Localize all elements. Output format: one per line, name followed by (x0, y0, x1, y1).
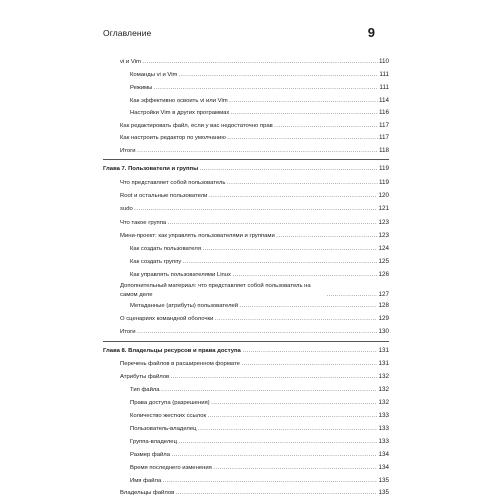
toc-entry-page: 123 (378, 219, 389, 226)
dot-leader (213, 463, 377, 473)
toc-entry-page: 121 (378, 205, 389, 212)
toc-entry-title: Настройки Vim в других программах (130, 110, 230, 116)
toc-entry (130, 70, 389, 80)
toc-entry (130, 411, 389, 421)
toc-entry (130, 83, 389, 93)
toc-entry-title: Группа-владелец (130, 439, 177, 445)
toc-entry-title: Как создать группу (130, 259, 182, 265)
toc-entry (120, 359, 389, 369)
toc-entry-page: 127 (378, 291, 389, 298)
toc-entry (130, 385, 389, 395)
toc-entry (120, 280, 389, 300)
toc-entry-title: Размер файла (130, 452, 171, 458)
toc-entry (120, 57, 389, 67)
dot-leader (227, 178, 378, 188)
toc-entry (120, 327, 389, 337)
toc-entry-page: 133 (378, 425, 389, 432)
toc-entry (130, 450, 389, 460)
toc-entry (120, 121, 389, 131)
dot-leader (233, 270, 378, 280)
toc-entry-page: 114 (378, 97, 389, 104)
dot-leader (215, 314, 378, 324)
dot-leader (142, 57, 378, 67)
toc-entry (130, 437, 389, 447)
toc-entry-page: 119 (378, 165, 389, 172)
toc-entry (130, 463, 389, 473)
toc-entry-title: Имя файла (130, 478, 162, 484)
toc-entry (130, 398, 389, 408)
chapter-divider (103, 341, 389, 342)
dot-leader (231, 108, 378, 118)
running-header (103, 26, 375, 42)
dot-leader (200, 164, 378, 174)
toc-entry (130, 96, 389, 106)
toc-entry-page: 124 (378, 245, 389, 252)
toc-entry-page: 135 (378, 489, 389, 496)
toc-entry-page: 128 (378, 302, 389, 309)
toc-entry-page: 134 (378, 464, 389, 471)
dot-leader (179, 70, 378, 80)
toc-entry (120, 178, 389, 188)
toc-entry (120, 372, 389, 382)
toc-entry (130, 270, 389, 280)
toc-entry-title: Как редактировать файл, если у вас недостаточно прав (120, 123, 273, 129)
toc-entry-title: vi и Vim (120, 59, 141, 65)
toc-entry (120, 488, 389, 498)
toc-entry-page: 132 (378, 386, 389, 393)
toc-entry (130, 257, 389, 267)
dot-leader (137, 146, 378, 156)
toc-entry-title: Как эффективно освоить vi или Vim (130, 98, 228, 104)
toc-entry-page: 132 (378, 399, 389, 406)
dot-leader (134, 204, 377, 214)
chapter-divider (103, 159, 389, 160)
toc-entry-page: 132 (378, 373, 389, 380)
toc-entry (120, 146, 389, 156)
toc-entry-page: 131 (378, 347, 389, 354)
toc-chapter-title: Глава 7. Пользователи и группы (103, 166, 199, 172)
toc-entry-page: 111 (379, 84, 389, 91)
toc-entry-page: 118 (378, 147, 389, 154)
toc-entry-title: Метаданные (атрибуты) пользователей (130, 303, 239, 309)
toc-entry-title: Атрибуты файлов (120, 374, 170, 380)
dot-leader (198, 424, 377, 434)
toc-entry-title: Тип файла (130, 387, 160, 393)
toc-entry-title: Итоги (120, 329, 136, 335)
dot-leader (137, 327, 377, 337)
toc-entry-title: Как настроить редактор по умолчанию (120, 135, 226, 141)
toc-entry-page: 125 (378, 258, 389, 265)
toc-entry-title: Итоги (120, 148, 136, 154)
toc-entry-title: Root и остальные пользователи (120, 193, 208, 199)
dot-leader (178, 437, 377, 447)
header-title: Оглавление (103, 28, 152, 38)
toc-entry-title: Что представляет собой пользователь (120, 180, 226, 186)
dot-leader (327, 290, 378, 300)
toc-entry-title: Режимы (130, 85, 153, 91)
toc-entry-title: Время последнего изменения (130, 465, 212, 471)
dot-leader (154, 83, 379, 93)
dot-leader (203, 244, 378, 254)
toc-entry-title: Пользователь-владелец (130, 426, 197, 432)
dot-leader (176, 488, 378, 498)
toc-entry-title: sudo (120, 206, 133, 212)
toc-entry-page: 117 (378, 122, 389, 129)
toc-entry-title: Мини-проект: как управлять пользователями и группами (120, 233, 275, 239)
toc-entry-page: 110 (378, 58, 389, 65)
dot-leader (227, 133, 378, 143)
dot-leader (229, 96, 378, 106)
toc-entry-page: 119 (378, 179, 389, 186)
dot-leader (241, 359, 377, 369)
toc-entry-page: 130 (378, 328, 389, 335)
toc-entry (120, 314, 389, 324)
toc-entry (120, 231, 389, 241)
toc-entry (120, 191, 389, 201)
toc-chapter (103, 164, 389, 174)
dot-leader (274, 121, 378, 131)
toc-entry-title: Перечень файлов в расширенном формате (120, 361, 240, 367)
toc-chapter-title: Глава 8. Владельцы ресурсов и права доступа (103, 348, 241, 354)
toc-entry-page: 111 (379, 71, 389, 78)
toc-entry-page: 116 (378, 109, 389, 116)
toc-entry-title: Количество жестких ссылок (130, 413, 207, 419)
dot-leader (171, 372, 378, 382)
toc-entry (120, 204, 389, 214)
toc-entry-page: 120 (378, 192, 389, 199)
toc-chapter (103, 346, 389, 356)
toc-entry (120, 133, 389, 143)
toc-entry-title: Что такое группа (120, 220, 167, 226)
dot-leader (161, 385, 377, 395)
page-number: 9 (367, 25, 375, 40)
toc-entry-page: 129 (378, 315, 389, 322)
dot-leader (276, 231, 377, 241)
dot-leader (211, 398, 377, 408)
toc-entry-title: Команды vi и Vim (130, 72, 178, 78)
dot-leader (183, 257, 378, 267)
dot-leader (172, 450, 378, 460)
toc-entry-page: 117 (378, 134, 389, 141)
toc-entry-page: 133 (378, 412, 389, 419)
toc-entry-title: Дополнительный материал: что представляет собой пользователь на самом деле (120, 283, 311, 298)
toc-entry (130, 424, 389, 434)
toc-entry-page: 133 (378, 438, 389, 445)
toc-entry-page: 134 (378, 451, 389, 458)
toc-entry-page: 123 (378, 232, 389, 239)
toc-entry-page: 131 (378, 360, 389, 367)
dot-leader (209, 191, 378, 201)
dot-leader (240, 301, 378, 311)
toc-entry-title: Права доступа (разрешения) (130, 400, 210, 406)
toc-entry-title: Владельцы файлов (120, 490, 175, 496)
dot-leader (163, 476, 378, 486)
toc-entry (120, 218, 389, 228)
toc-entry (130, 476, 389, 486)
toc-entry (130, 108, 389, 118)
toc-entry (130, 301, 389, 311)
toc-entry-title: Как управлять пользователями Linux (130, 272, 231, 278)
toc-entry-title: Как создать пользователя (130, 246, 202, 252)
dot-leader (208, 411, 378, 421)
toc-entry (130, 244, 389, 254)
toc-entry-page: 135 (378, 477, 389, 484)
dot-leader (242, 346, 377, 356)
dot-leader (168, 218, 378, 228)
toc-entry-title: О сценариях командной оболочки (120, 316, 214, 322)
toc-entry-page: 126 (378, 271, 389, 278)
